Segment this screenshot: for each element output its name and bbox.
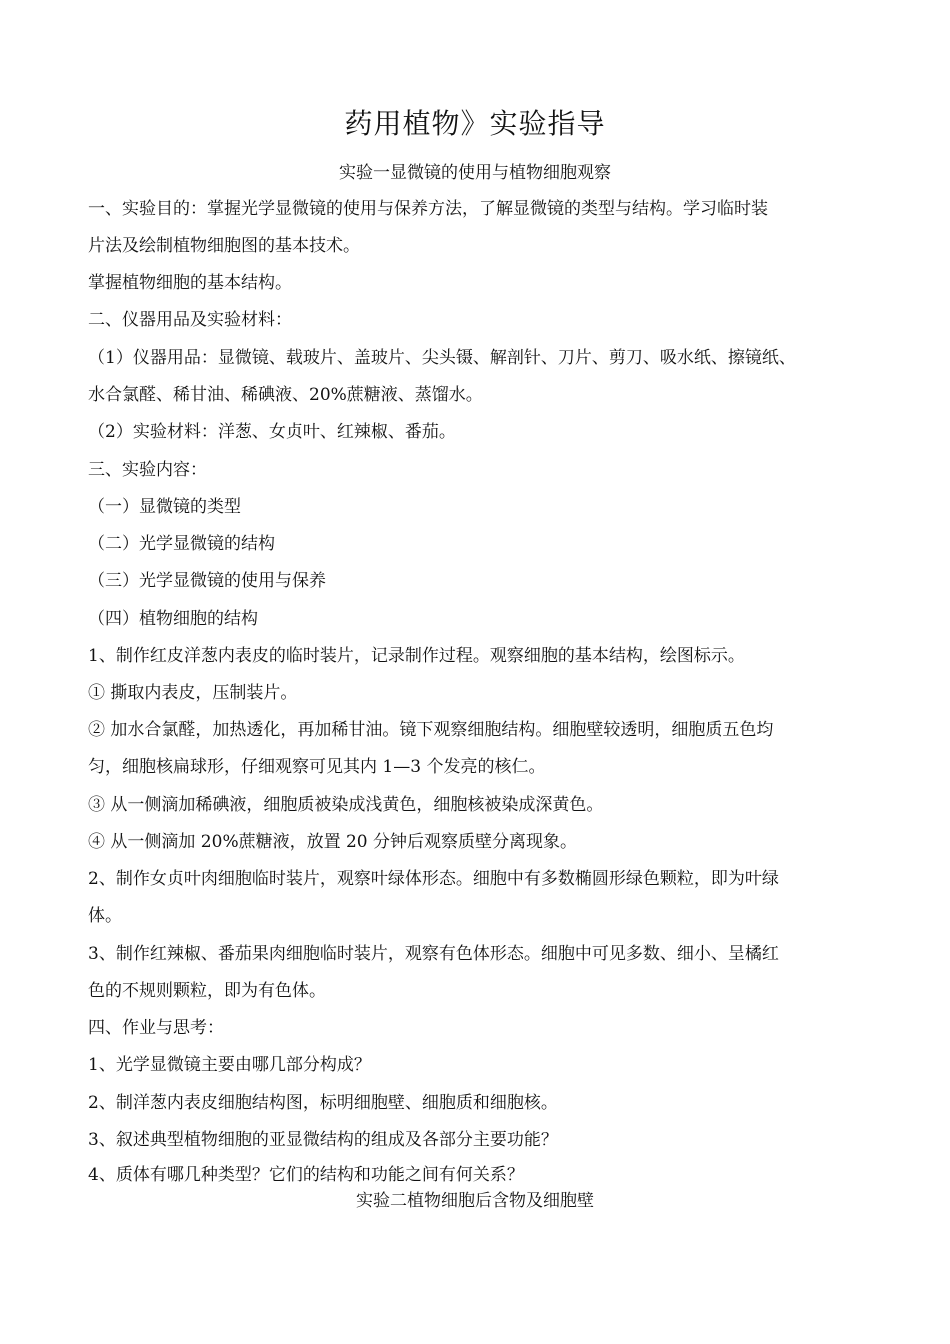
paragraph-line: ① 撕取内表皮，压制装片。 [88,683,298,703]
paragraph-line: 匀，细胞核扁球形，仔细观察可见其内 1—3 个发亮的核仁。 [88,757,546,777]
section-heading: 四、作业与思考： [88,1018,224,1038]
section-heading: 三、实验内容： [88,460,207,480]
paragraph-line: ③ 从一侧滴加稀碘液，细胞质被染成浅黄色，细胞核被染成深黄色。 [88,795,604,815]
paragraph-line: 色的不规则颗粒，即为有色体。 [88,981,326,1001]
next-experiment-title: 实验二植物细胞后含物及细胞壁 [356,1191,594,1211]
paragraph-line: （1）仪器用品：显微镜、载玻片、盖玻片、尖头镊、解剖针、刀片、剪刀、吸水纸、擦镜纸、 [88,348,796,368]
paragraph-line: （2）实验材料：洋葱、女贞叶、红辣椒、番茄。 [88,422,456,442]
paragraph-line: ④ 从一侧滴加 20%蔗糖液，放置 20 分钟后观察质壁分离现象。 [88,832,578,852]
paragraph-line: 片法及绘制植物细胞图的基本技术。 [88,236,360,256]
subsection-heading: （二）光学显微镜的结构 [88,534,275,554]
question-line: 2、制洋葱内表皮细胞结构图，标明细胞壁、细胞质和细胞核。 [88,1093,558,1113]
document-title: 药用植物》实验指导 [344,107,606,140]
paragraph-line: 一、实验目的：掌握光学显微镜的使用与保养方法，了解显微镜的类型与结构。学习临时装 [88,199,768,219]
section-heading: 二、仪器用品及实验材料： [88,310,292,330]
paragraph-line: 1、制作红皮洋葱内表皮的临时装片，记录制作过程。观察细胞的基本结构，绘图标示。 [88,646,745,666]
paragraph-line: 3、制作红辣椒、番茄果肉细胞临时装片，观察有色体形态。细胞中可见多数、细小、呈橘红 [88,944,779,964]
question-line: 3、叙述典型植物细胞的亚显微结构的组成及各部分主要功能？ [88,1130,558,1150]
paragraph-line: ② 加水合氯醛，加热透化，再加稀甘油。镜下观察细胞结构。细胞壁较透明，细胞质五色均 [88,720,774,740]
subsection-heading: （四）植物细胞的结构 [88,609,258,629]
paragraph-line: 体。 [88,906,122,926]
experiment-title: 实验一显微镜的使用与植物细胞观察 [339,163,611,183]
subsection-heading: （三）光学显微镜的使用与保养 [88,571,326,591]
question-line: 4、质体有哪几种类型？它们的结构和功能之间有何关系？ [88,1165,524,1185]
paragraph-line: 2、制作女贞叶肉细胞临时装片，观察叶绿体形态。细胞中有多数椭圆形绿色颗粒，即为叶绿 [88,869,779,889]
subsection-heading: （一）显微镜的类型 [88,497,241,517]
paragraph-line: 水合氯醛、稀甘油、稀碘液、20%蔗糖液、蒸馏水。 [88,385,483,405]
paragraph-line: 掌握植物细胞的基本结构。 [88,273,292,293]
question-line: 1、光学显微镜主要由哪几部分构成？ [88,1055,371,1075]
